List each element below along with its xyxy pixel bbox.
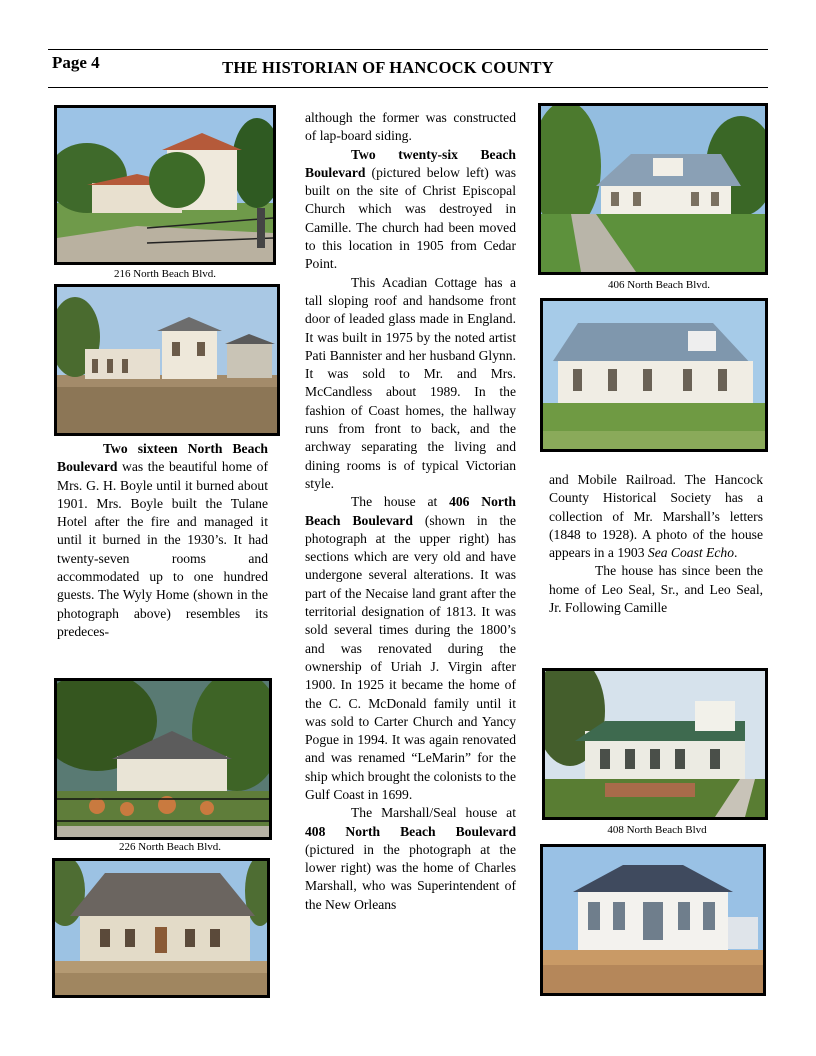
paragraph-406: The house at 406 North Beach Boulevard (shown in the photograph at the upper right) has sections which are very old and have undergone several alterations. It was part of the Necaise land grant after the territorial designation of 1813. It was sold several times during the 1800’s and was renovated during the ownership of Uriah J. Virgin after 1900. In 1925 it became the home of the C. C. McDonald family until it was sold to Carter Church and Yancy Pogue in 1994. It was again renovated and was renamed “LeMarin” for the ship which brought the colonists to the Gulf Coast in 1699. bbox=[305, 494, 517, 802]
heading-408: 408 North Beach Boulevard bbox=[305, 823, 516, 839]
caption-226: 226 North Beach Blvd. bbox=[118, 841, 222, 853]
photo-408-north-beach bbox=[542, 668, 768, 820]
caption-216: 216 North Beach Blvd. bbox=[113, 268, 217, 280]
paragraph-408: The Marshall/Seal house at 408 North Beach Boulevard (pictured in the photograph at the lower right) was the home of Charles Marshall, who was Superintendent of the New Orleans bbox=[305, 805, 516, 912]
column-1-text bbox=[57, 440, 268, 641]
paragraph-seal: The house has since been the home of Leo Seal, Sr., and Leo Seal, Jr. Following Camille bbox=[549, 563, 763, 616]
newspaper-title: Sea Coast Echo bbox=[647, 545, 734, 561]
caption-406: 406 North Beach Blvd. bbox=[607, 279, 711, 291]
photo-406-north-beach bbox=[538, 103, 768, 275]
photo-216-north-beach bbox=[54, 105, 276, 265]
caption-408: 408 North Beach Blvd bbox=[607, 824, 707, 836]
paragraph-continued: although the former was constructed of lap-board siding. bbox=[305, 110, 516, 144]
paragraph-marshall-cont: and Mobile Railroad. The Hancock County Historical Society has a collection of Mr. Marshall’s letters (1848 to 1928). A photo of the house appears in a 1903 Sea Coast Echo. bbox=[549, 472, 763, 561]
header-bottom-rule bbox=[48, 87, 768, 88]
heading-406: 406 North Beach Boulevard bbox=[305, 494, 516, 528]
header-top-rule bbox=[48, 49, 768, 50]
photo-wyly-home bbox=[54, 284, 280, 436]
paragraph-226: Two twenty-six Beach Boulevard (pictured below left) was built on the site of Christ Episcopal Church which was destroyed in Camille. The church had been moved to this location in 1905 from Cedar Point. bbox=[305, 146, 516, 272]
column-3-text bbox=[549, 471, 763, 617]
column-2-text bbox=[305, 109, 516, 914]
photo-408-new bbox=[540, 844, 766, 996]
page-number: Page 4 bbox=[52, 53, 100, 72]
photo-406-old bbox=[540, 298, 768, 452]
heading-216: Two sixteen North Beach Boulevard bbox=[57, 441, 268, 475]
paragraph-acadian: This Acadian Cottage has a tall sloping roof and handsome front door of leaded glass made in England. It was built in 1975 by the noted artist Pati Bannister and her husband Glynn. It was sold to Mr. and Mrs. McCandless about 1989. In the fashion of Coast homes, the hallway runs from front to back, and the archway separating the living and dining rooms is of typical Victorian style. bbox=[305, 274, 516, 491]
newsletter-title: THE HISTORIAN OF HANCOCK COUNTY bbox=[222, 58, 554, 77]
paragraph-216: Two sixteen North Beach Boulevard was the beautiful home of Mrs. G. H. Boyle until it burned about 1901. Mrs. Boyle built the Tulane Hotel after the fire and managed it until it burned in the 1930’s. It had twenty-seven rooms and accommodated up to one hundred guests. The Wyly Home (shown in the photograph above) resembles its predeces- bbox=[57, 441, 268, 639]
photo-226-north-beach bbox=[54, 678, 272, 840]
heading-226: Two twenty-six Beach Boulevard bbox=[305, 146, 516, 180]
photo-acadian-cottage bbox=[52, 858, 270, 998]
